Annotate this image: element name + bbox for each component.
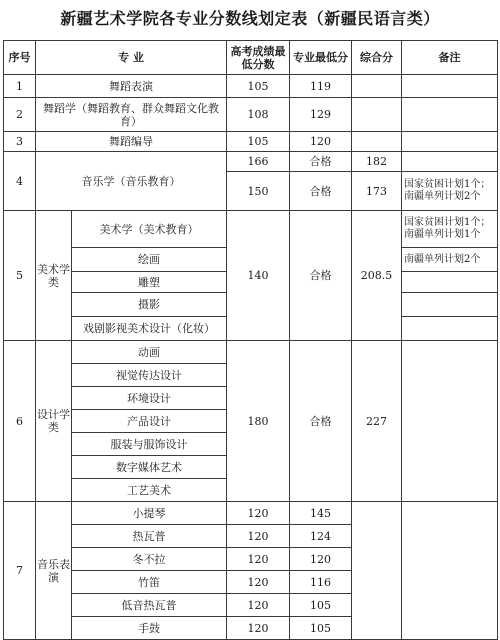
score-table [3, 40, 498, 640]
header-total: 综合分 [352, 41, 402, 75]
table-row [4, 75, 498, 98]
note-cell [402, 272, 498, 293]
special-cell: 120 [290, 132, 352, 152]
major-cell: 数字媒体艺术 [72, 456, 227, 479]
major-cell: 雕塑 [72, 272, 227, 293]
special-cell: 145 [290, 502, 352, 525]
major-cell: 戏剧影视美术设计（化妆） [72, 317, 227, 341]
major-cell: 舞蹈学（舞蹈教育、群众舞蹈文化教育） [36, 98, 227, 132]
seq-cell: 5 [4, 211, 36, 341]
major-cell: 环境设计 [72, 387, 227, 410]
note-cell: 国家贫困计划1个；南疆单列计划1个 [402, 211, 498, 248]
note-cell [402, 152, 498, 172]
gaokao-cell: 150 [227, 172, 290, 211]
header-major: 专 业 [36, 41, 227, 75]
special-cell: 合格 [290, 341, 352, 502]
group-cell: 音乐表演 [36, 502, 72, 640]
note-cell [402, 341, 498, 502]
table-row [4, 502, 498, 525]
major-cell: 动画 [72, 341, 227, 364]
note-cell: 南疆单列计划2个 [402, 248, 498, 272]
note-cell [402, 132, 498, 152]
total-cell [352, 132, 402, 152]
total-cell [352, 502, 402, 640]
major-cell: 音乐学（音乐教育） [36, 152, 227, 211]
gaokao-cell: 180 [227, 341, 290, 502]
seq-cell: 2 [4, 98, 36, 132]
major-cell: 低音热瓦普 [72, 594, 227, 617]
note-cell [402, 317, 498, 341]
total-cell: 208.5 [352, 211, 402, 341]
gaokao-cell: 120 [227, 548, 290, 571]
major-cell: 绘画 [72, 248, 227, 272]
special-cell: 合格 [290, 211, 352, 341]
gaokao-cell: 105 [227, 75, 290, 98]
total-cell: 182 [352, 152, 402, 172]
gaokao-cell: 120 [227, 571, 290, 594]
table-row [4, 211, 498, 248]
gaokao-cell: 108 [227, 98, 290, 132]
gaokao-cell: 120 [227, 502, 290, 525]
special-cell: 105 [290, 617, 352, 640]
header-gaokao: 高考成绩最低分数 [227, 41, 290, 75]
seq-cell: 4 [4, 152, 36, 211]
seq-cell: 1 [4, 75, 36, 98]
gaokao-cell: 120 [227, 525, 290, 548]
special-cell: 124 [290, 525, 352, 548]
major-cell: 手鼓 [72, 617, 227, 640]
note-cell [402, 98, 498, 132]
special-cell: 119 [290, 75, 352, 98]
special-cell: 116 [290, 571, 352, 594]
group-cell: 美术学类 [36, 211, 72, 341]
seq-cell: 3 [4, 132, 36, 152]
special-cell: 105 [290, 594, 352, 617]
note-cell: 国家贫困计划1个；南疆单列计划2个 [402, 172, 498, 211]
table-row [4, 152, 498, 172]
group-cell: 设计学类 [36, 341, 72, 502]
seq-cell: 7 [4, 502, 36, 640]
gaokao-cell: 120 [227, 594, 290, 617]
table-row [4, 341, 498, 364]
note-cell [402, 502, 498, 640]
special-cell: 合格 [290, 172, 352, 211]
major-cell: 热瓦普 [72, 525, 227, 548]
major-cell: 小提琴 [72, 502, 227, 525]
gaokao-cell: 105 [227, 132, 290, 152]
total-cell [352, 75, 402, 98]
major-cell: 服装与服饰设计 [72, 433, 227, 456]
note-cell [402, 75, 498, 98]
major-cell: 摄影 [72, 293, 227, 317]
total-cell [352, 98, 402, 132]
note-cell [402, 293, 498, 317]
special-cell: 129 [290, 98, 352, 132]
table-row [4, 98, 498, 132]
gaokao-cell: 166 [227, 152, 290, 172]
major-cell: 竹笛 [72, 571, 227, 594]
special-cell: 合格 [290, 152, 352, 172]
major-cell: 舞蹈编导 [36, 132, 227, 152]
major-cell: 工艺美术 [72, 479, 227, 502]
page-title: 新疆艺术学院各专业分数线划定表（新疆民语言类） [60, 9, 440, 28]
major-cell: 美术学（美术教育） [72, 211, 227, 248]
table-row [4, 132, 498, 152]
major-cell: 视觉传达设计 [72, 364, 227, 387]
seq-cell: 6 [4, 341, 36, 502]
table-header-row [4, 41, 498, 75]
gaokao-cell: 120 [227, 617, 290, 640]
total-cell: 173 [352, 172, 402, 211]
major-cell: 冬不拉 [72, 548, 227, 571]
gaokao-cell: 140 [227, 211, 290, 341]
special-cell: 120 [290, 548, 352, 571]
major-cell: 产品设计 [72, 410, 227, 433]
major-cell: 舞蹈表演 [36, 75, 227, 98]
header-note: 备注 [402, 41, 498, 75]
header-special: 专业最低分 [290, 41, 352, 75]
total-cell: 227 [352, 341, 402, 502]
header-seq: 序号 [4, 41, 36, 75]
